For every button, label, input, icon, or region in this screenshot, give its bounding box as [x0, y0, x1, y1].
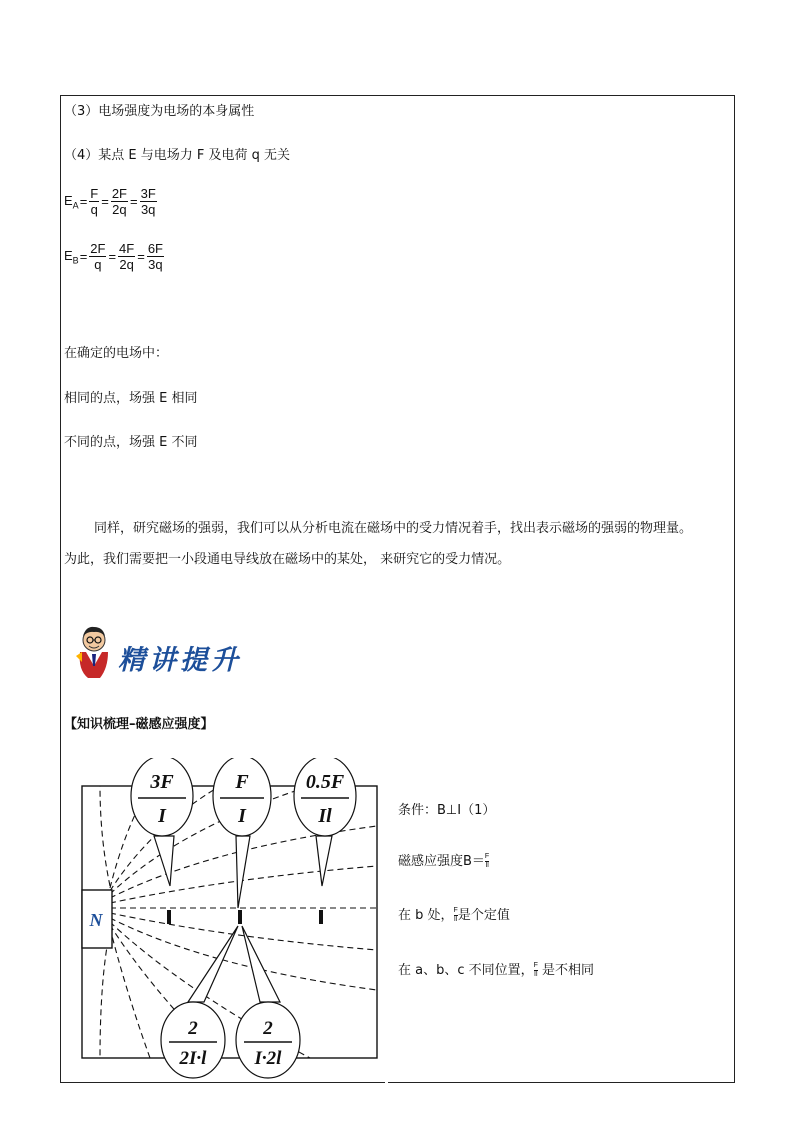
- at-abc-frac: $\frac{F}{Il}$: [533, 962, 538, 978]
- point-c-conductor: [319, 910, 323, 924]
- point-b-conductor: [238, 910, 242, 924]
- ea-frac-3: $\frac{3F}{3q}$: [140, 186, 156, 217]
- paragraph-magnetic: 同样，研究磁场的强弱，我们可以从分析电流在磁场中的受力情况着手，找出表示磁场的强弱的物理量。: [94, 521, 693, 536]
- magnetic-field-figure: [70, 758, 390, 1080]
- bottom-border-left: [60, 1082, 385, 1083]
- bubble-d-num: 2: [188, 1018, 198, 1039]
- paragraph-magnetic-2: 为此，我们需要把一小段通电导线放在磁场中的某处， 来研究它的受力情况。: [64, 552, 511, 567]
- eb-frac-1: $\frac{2F}{q}$: [90, 241, 106, 272]
- bubble-a-den: I: [158, 805, 166, 827]
- section-title: 精讲提升: [118, 645, 242, 676]
- at-abc-note: 在 a、b、c 不同位置， $\frac{F}{Il}$ 是不相同: [398, 962, 595, 978]
- eb-frac-3: $\frac{6F}{3q}$: [147, 241, 163, 272]
- point-a-conductor: [167, 910, 171, 924]
- item-4: （4）某点 E 与电场力 F 及电荷 q 无关: [64, 148, 291, 163]
- ea-frac-1: $\frac{F}{q}$: [90, 186, 99, 217]
- equation-eb: $E_B$ = $\frac{2F}{q}$ = $\frac{4F}{2q}$ = $\frac{6F}{3q}$: [64, 241, 163, 272]
- bubble-d-den: 2I·l: [179, 1048, 207, 1069]
- equation-ea: $E_A$ = $\frac{F}{q}$ = $\frac{2F}{2q}$ = $\frac{3F}{3q}$: [64, 186, 156, 217]
- in-field-line: 在确定的电场中：: [64, 346, 169, 361]
- item-3: （3）电场强度为电场的本身属性: [64, 104, 255, 119]
- teacher-avatar-icon: [74, 622, 114, 680]
- bubble-c-den: Il: [318, 805, 332, 827]
- ea-lhs: $E_A$: [64, 192, 79, 211]
- bubble-e-num: 2: [263, 1018, 273, 1039]
- bottom-border-right: [388, 1082, 735, 1083]
- bubble-c-num: 0.5F: [305, 771, 345, 793]
- bubble-b-num: F: [235, 771, 249, 793]
- bubble-a-num: 3F: [150, 771, 174, 793]
- at-b-note: 在 b 处， $\frac{F}{Il}$ 是个定值: [398, 907, 510, 923]
- pole-label: N: [89, 910, 103, 930]
- eb-frac-2: $\frac{4F}{2q}$: [119, 241, 135, 272]
- bubble-e-den: I·2l: [254, 1048, 282, 1069]
- bubble-b-den: I: [238, 805, 246, 827]
- definition-note: 磁感应强度B＝ $\frac{F}{Il}$: [398, 853, 490, 869]
- eb-lhs: $E_B$: [64, 247, 79, 266]
- ea-frac-2: $\frac{2F}{2q}$: [111, 186, 127, 217]
- condition-note: 条件：B⊥I（1）: [398, 803, 496, 818]
- diff-point-line: 不同的点，场强 E 不同: [64, 435, 198, 450]
- at-b-frac: $\frac{F}{Il}$: [453, 907, 458, 923]
- same-point-line: 相同的点，场强 E 相同: [64, 391, 198, 406]
- definition-frac: $\frac{F}{Il}$: [484, 853, 490, 869]
- knowledge-heading: 【知识梳理–磁感应强度】: [64, 717, 214, 732]
